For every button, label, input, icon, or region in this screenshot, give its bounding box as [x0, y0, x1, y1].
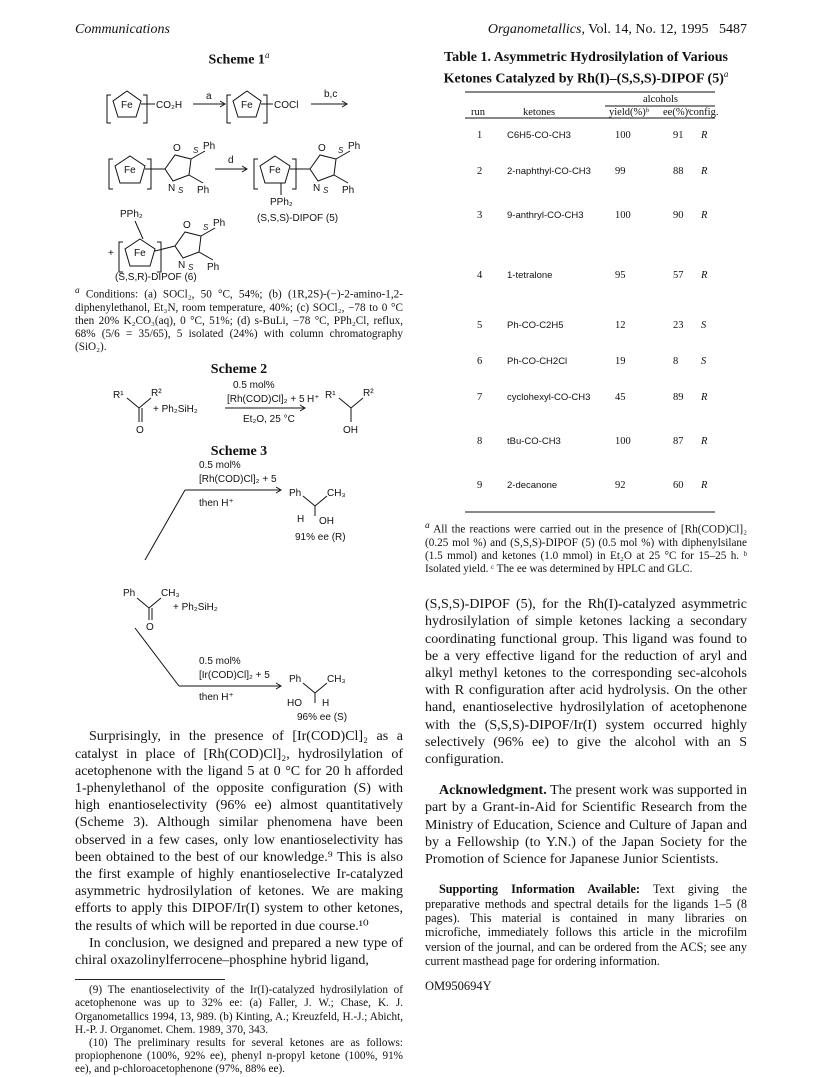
table1-cell: 12	[615, 319, 626, 331]
scheme3-graphic	[75, 460, 403, 706]
right-paragraph-1: (S,S,S)-DIPOF (5), for the Rh(I)-catalyzed asymmetric hydrosilylation of simple ketones lacking a secondary coordinating functional group. This ligand was found to be a very effective ligand for the reduction of aryl and alkyl methyl ketones to the corresponding sec-alcohols with R configuration after acid hydrolysis. On the other hand, enantioselective hydrosilylation of acetophenone with the (S,S,S)-DIPOF/Ir(I) system occurred highly selectively (96% ee) to give the alcohol with an S configuration.	[425, 597, 747, 768]
svg-text:CO₂H: CO₂H	[156, 99, 183, 111]
table1-ketone-structure: 2-naphthyl-CO-CH3	[507, 165, 591, 177]
table1-cell: 91	[673, 129, 684, 141]
table1-header-0: run	[471, 106, 485, 118]
running-header-right	[488, 22, 747, 38]
table1-cell: 23	[673, 319, 684, 331]
table1-cell: 8	[673, 355, 679, 367]
svg-text:Ph: Ph	[197, 184, 210, 196]
svg-text:N: N	[168, 182, 176, 194]
svg-text:S: S	[323, 185, 329, 195]
table1-header-2: yield(%)ᵇ	[609, 106, 649, 118]
table1-cell: 99	[615, 165, 626, 177]
svg-text:H⁺: H⁺	[307, 394, 320, 406]
svg-text:Et₂O, 25 °C: Et₂O, 25 °C	[243, 414, 295, 426]
svg-text:0.5 mol%: 0.5 mol%	[199, 656, 241, 668]
table1-cell: R	[701, 435, 708, 447]
svg-text:Ph: Ph	[123, 588, 136, 600]
svg-text:R¹: R¹	[113, 390, 124, 402]
table1-cell: R	[701, 479, 708, 491]
table1-cell: 88	[673, 165, 684, 177]
svg-text:PPh₂: PPh₂	[120, 208, 143, 220]
svg-text:O: O	[136, 425, 144, 437]
svg-text:Fe: Fe	[124, 164, 136, 176]
svg-text:Ph: Ph	[213, 217, 226, 229]
svg-text:(S,S,R)-DIPOF (6): (S,S,R)-DIPOF (6)	[115, 271, 197, 283]
svg-text:then H⁺: then H⁺	[199, 498, 234, 510]
running-header-left: Communications	[75, 22, 170, 37]
svg-text:[Rh(COD)Cl]₂ + 5: [Rh(COD)Cl]₂ + 5	[199, 474, 277, 486]
svg-text:N: N	[178, 259, 186, 271]
svg-text:CH₃: CH₃	[161, 588, 180, 600]
table1-grid	[425, 88, 747, 518]
svg-text:Ph: Ph	[203, 140, 216, 152]
left-paragraph-1: Surprisingly, in the presence of [Ir(COD)Cl]₂ as a catalyst in place of [Rh(COD)Cl]₂, hydrosilylation of acetophenone with the ligand 5 at 0 °C for 20 h afforded 1-phenylethanol of the opposite configuration (S) with high enantioselectivity (96% ee) almost quantitatively (Scheme 3). Although similar phenomena have been observed in a few cases, only low enantioselectivity has been obtained to the best of our knowledge.⁹ This is also the first example of highly enantioselective Ir-catalyzed asymmetric hydrosilylation of ketones. We are making efforts to apply this DIPOF/Ir(I) system to other ketones, the results of which will be reported in due course.¹⁰	[75, 729, 403, 934]
table1-header-1: ketones	[523, 106, 556, 118]
manuscript-code: OM950694Y	[425, 978, 492, 993]
svg-text:O: O	[183, 219, 191, 231]
right-column	[425, 50, 747, 994]
svg-text:COCl: COCl	[274, 99, 299, 111]
svg-text:Ph: Ph	[289, 674, 302, 686]
footnote-10: (10) The preliminary results for several ketones are as follows: propiophenone (100%, 92% ee), phenyl n-propyl ketone (100%, 91% ee), and p-chloroacetophenone (97%, 88% ee).	[75, 1037, 403, 1076]
table1-cell: 9	[477, 479, 483, 491]
table1-cell: 100	[615, 129, 631, 141]
table1-cell: 57	[673, 269, 684, 281]
table1-cell: 6	[477, 355, 483, 367]
table1-cell: R	[701, 269, 708, 281]
table1-header-4: config.	[689, 106, 719, 118]
table1-cell: 87	[673, 435, 684, 447]
svg-text:H: H	[297, 514, 305, 526]
table1-cell: R	[701, 391, 708, 403]
svg-text:CH₃: CH₃	[327, 674, 346, 686]
table1-cell: 4	[477, 269, 483, 281]
journal-name: Organometallics	[487, 22, 582, 37]
svg-text:OH: OH	[343, 425, 358, 437]
table1-cell: 45	[615, 391, 626, 403]
svg-text:R¹: R¹	[325, 390, 336, 402]
svg-text:+ Ph₂SiH₂: + Ph₂SiH₂	[173, 602, 218, 614]
svg-text:0.5 mol%: 0.5 mol%	[233, 380, 275, 392]
table1-ketone-structure: 2-decanone	[507, 479, 558, 491]
table1-ketone-structure: Ph-CO-C2H5	[507, 319, 564, 331]
table1-cell: R	[701, 129, 708, 141]
left-column	[75, 50, 403, 1077]
svg-text:then H⁺: then H⁺	[199, 692, 234, 704]
svg-text:Ph: Ph	[207, 261, 220, 273]
table1-ketone-structure: 9-anthryl-CO-CH3	[507, 209, 584, 221]
left-paragraph-2: In conclusion, we designed and prepared a new type of chiral oxazolinylferrocene–phosphine hybrid ligand,	[75, 935, 403, 969]
table1-cell: 7	[477, 391, 483, 403]
table1-cell: 90	[673, 209, 684, 221]
svg-text:CH₃: CH₃	[327, 488, 346, 500]
scheme3-title: Scheme 3	[210, 444, 268, 460]
table1-cell: 89	[673, 391, 684, 403]
svg-text:R²: R²	[151, 388, 162, 400]
table1-ketone-structure: C6H5-CO-CH3	[507, 129, 571, 141]
scheme1-footnote: $^a$ Conditions: (a) SOCl₂, 50 °C, 54%; (b) (1R,2S)-(−)-2-amino-1,2-diphenylethanol, Et₃N, room temperature, 40%; (c) SOCl₂, −78 to 0 °C then 20% K₂CO₃(aq), 0 °C, 51%; (d) s-BuLi, −78 °C, PPh₂Cl, reflux, 68% (5/6 = 35/65), 5 isolated (24%) with column chromatography (SiO₂).	[75, 285, 403, 354]
svg-text:b,c: b,c	[324, 88, 338, 100]
table1-group-header: alcohols	[643, 93, 678, 105]
svg-text:Fe: Fe	[134, 247, 146, 259]
page-number: 5487	[719, 22, 747, 37]
svg-text:S: S	[193, 145, 199, 155]
svg-text:S: S	[188, 262, 194, 272]
table1-cell: R	[701, 165, 708, 177]
acknowledgment: Acknowledgment. The present work was supported in part by a Grant-in-Aid for Scientific Research from the Ministry of Education, Science and Culture of Japan and by a Fellowship (to Y.N.) of the Japan Society for the Promotion of Science for Japanese Junior Scientists.	[425, 783, 747, 868]
table1-cell: 2	[477, 165, 483, 177]
svg-text:[Ir(COD)Cl]₂ + 5: [Ir(COD)Cl]₂ + 5	[199, 670, 270, 682]
scheme3-bottom-labels: HO H 96% ee (S)	[287, 698, 348, 724]
svg-text:a: a	[206, 90, 212, 102]
footnote-9: (9) The enantioselectivity of the Ir(I)-catalyzed hydrosilylation of acetophenone was up to 32% ee: (a) Faller, J. W.; Chase, K. J. Organometallics 1994, 13, 989. (b) Kinting, A.; Kreuzfeld, H.-J.; Abicht, H.-P. J. Organomet. Chem. 1989, 370, 343.	[75, 984, 403, 1036]
svg-text:S: S	[178, 185, 184, 195]
svg-text:N: N	[313, 182, 321, 194]
table1-cell: 95	[615, 269, 626, 281]
table1-ketone-structure: Ph-CO-CH2Cl	[507, 355, 568, 367]
scheme1-graphic	[75, 71, 403, 281]
scheme2-graphic	[75, 378, 403, 440]
table1-cell: 19	[615, 355, 626, 367]
svg-text:O: O	[173, 142, 181, 154]
svg-text:+: +	[108, 247, 114, 259]
table1-cell: S	[701, 355, 707, 367]
journal-volume: , Vol. 14, No. 12, 1995	[581, 22, 709, 37]
table1-cell: 60	[673, 479, 684, 491]
svg-text:O: O	[318, 142, 326, 154]
svg-text:(S,S,S)-DIPOF (5): (S,S,S)-DIPOF (5)	[257, 212, 339, 224]
table1-cell: 1	[477, 129, 483, 141]
table1-ketone-structure: tBu-CO-CH3	[507, 435, 561, 447]
table1-cell: 100	[615, 209, 631, 221]
svg-text:d: d	[228, 154, 234, 166]
svg-text:Ph: Ph	[342, 184, 355, 196]
svg-text:+ Ph₂SiH₂: + Ph₂SiH₂	[153, 404, 198, 416]
table1-cell: 92	[615, 479, 626, 491]
table1-cell: R	[701, 209, 708, 221]
table1-cell: 100	[615, 435, 631, 447]
svg-text:[Rh(COD)Cl]₂ + 5: [Rh(COD)Cl]₂ + 5	[227, 394, 305, 406]
svg-text:R²: R²	[363, 388, 374, 400]
table1-ketone-structure: cyclohexyl-CO-CH3	[507, 391, 591, 403]
svg-text:0.5 mol%: 0.5 mol%	[199, 460, 241, 472]
svg-text:91% ee (R): 91% ee (R)	[295, 532, 346, 544]
svg-text:PPh₂: PPh₂	[270, 196, 293, 208]
table1-cell: S	[701, 319, 707, 331]
svg-text:Fe: Fe	[121, 99, 133, 111]
scheme2-title: Scheme 2	[210, 362, 268, 378]
svg-text:Ph: Ph	[289, 488, 302, 500]
table1-cell: 8	[477, 435, 483, 447]
footnote-rule	[75, 979, 225, 980]
table1-ketone-structure: 1-tetralone	[507, 269, 553, 281]
table1-header-3: ee(%)ᶜ	[663, 106, 691, 118]
svg-text:Fe: Fe	[241, 99, 253, 111]
table1-caption: Table 1. Asymmetric Hydrosilylation of Various Ketones Catalyzed by Rh(I)–(S,S,S)-DIPOF $(5)^a$	[443, 50, 729, 87]
svg-text:Fe: Fe	[269, 164, 281, 176]
svg-text:Ph: Ph	[348, 140, 361, 152]
table1-footnote: $^a$ All the reactions were carried out in the presence of [Rh(COD)Cl]₂ (0.25 mol %) and (S,S,S)-DIPOF (5) (0.5 mol %) with diphenylsilane (1.5 mmol) and ketones (1.0 mmol) in Et₂O at 25 °C for 15–25 h. ᵇ Isolated yield. ᶜ The ee was determined by HPLC and GLC.	[425, 520, 747, 575]
svg-text:O: O	[146, 622, 154, 634]
svg-text:S: S	[203, 222, 209, 232]
table1	[425, 88, 747, 518]
table1-cell: 5	[477, 319, 483, 331]
scheme1-title: Scheme 1$^a$	[208, 50, 270, 68]
supporting-information: Supporting Information Available: Text giving the preparative methods and spectral details for the ligands 1–5 (8 pages). This material is contained in many libraries on microfiche, immediately follows this article in the microfilm version of the journal, and can be ordered from the ACS; see any current masthead page for ordering information.	[425, 882, 747, 969]
svg-text:OH: OH	[319, 516, 334, 528]
table1-cell: 3	[477, 209, 483, 221]
svg-text:S: S	[338, 145, 344, 155]
